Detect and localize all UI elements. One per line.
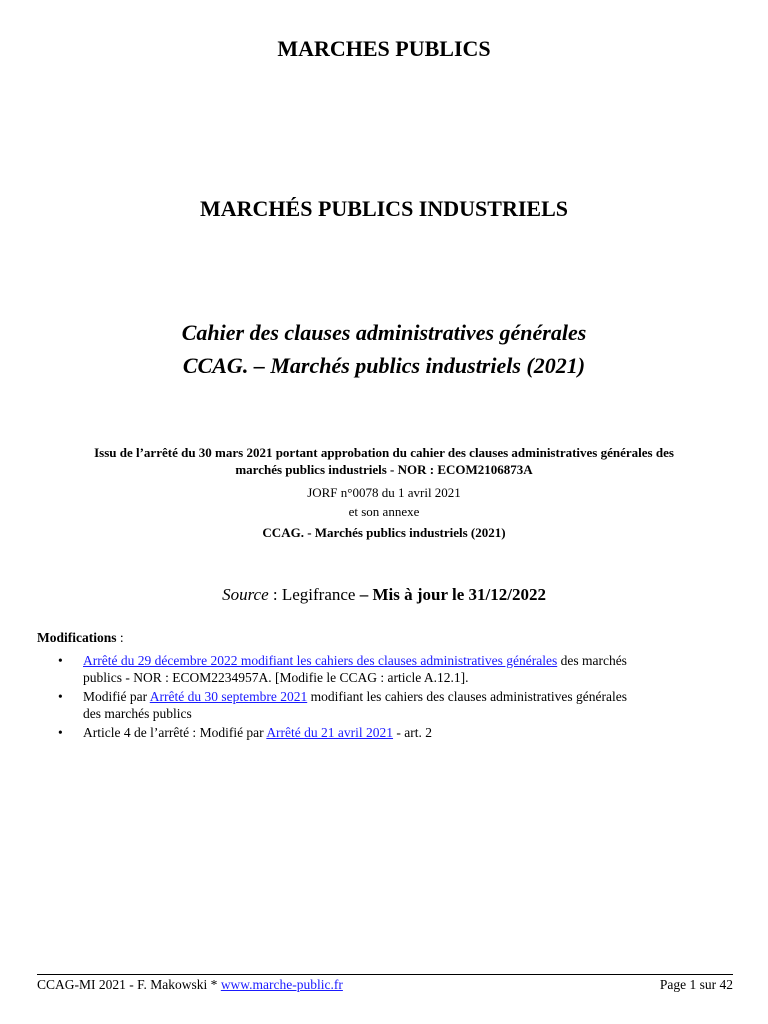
jorf-reference: JORF n°0078 du 1 avril 2021	[307, 485, 461, 500]
item-text: modifiant les cahiers des clauses administratives générales	[307, 689, 627, 704]
update-date: Mis à jour le 31/12/2022	[372, 585, 546, 604]
source-name: : Legifrance	[268, 585, 360, 604]
source-line	[0, 585, 768, 605]
page-header-title: MARCHES PUBLICS	[277, 36, 491, 61]
item-text: Modifié par	[83, 689, 150, 704]
modifications-heading	[37, 630, 124, 646]
list-item	[40, 724, 730, 741]
item-text: - art. 2	[393, 725, 433, 740]
page-number: Page 1 sur 42	[659, 977, 733, 992]
document-subtitle-line1: Cahier des clauses administratives générales	[181, 320, 587, 345]
issu-line1: Issu de l’arrêté du 30 mars 2021 portant approbation du cahier des clauses administratives générales des	[94, 445, 674, 460]
list-item	[40, 652, 730, 686]
document-subtitle-line2: CCAG. – Marchés publics industriels (2021)	[182, 353, 586, 378]
footer-website-link[interactable]: www.marche-public.fr	[220, 977, 343, 992]
issu-line2: marchés publics industriels - NOR : ECOM2106873A	[235, 462, 533, 477]
source-label: Source	[222, 585, 269, 604]
bullet-icon: •	[58, 689, 63, 704]
document-title: MARCHÉS PUBLICS INDUSTRIELS	[200, 196, 568, 221]
footer-divider	[37, 974, 733, 975]
bullet-icon: •	[58, 725, 63, 740]
link-arrete-29-decembre-2022[interactable]: Arrêté du 29 décembre 2022 modifiant les cahiers des clauses administratives générales	[83, 653, 558, 668]
annexe-text: et son annexe	[348, 504, 420, 519]
modifications-label: Modifications	[37, 630, 117, 645]
item-text: Article 4 de l’arrêté : Modifié par	[83, 725, 267, 740]
ccag-reference: CCAG. - Marchés publics industriels (2021)	[262, 525, 506, 540]
footer-author: CCAG-MI 2021 - F. Makowski *	[37, 977, 221, 992]
footer-left	[37, 977, 343, 993]
bullet-icon: •	[58, 653, 63, 668]
item-text: des marchés	[557, 653, 627, 668]
link-arrete-21-avril-2021[interactable]: Arrêté du 21 avril 2021	[266, 725, 394, 740]
link-arrete-30-septembre-2021[interactable]: Arrêté du 30 septembre 2021	[149, 689, 308, 704]
item-text-line2: publics - NOR : ECOM2234957A. [Modifie le CCAG : article A.12.1].	[83, 670, 469, 685]
modifications-colon: :	[116, 630, 124, 645]
modifications-list	[40, 652, 730, 743]
source-dash: –	[359, 585, 373, 604]
list-item	[40, 688, 730, 722]
item-text-line2: des marchés publics	[83, 706, 192, 721]
